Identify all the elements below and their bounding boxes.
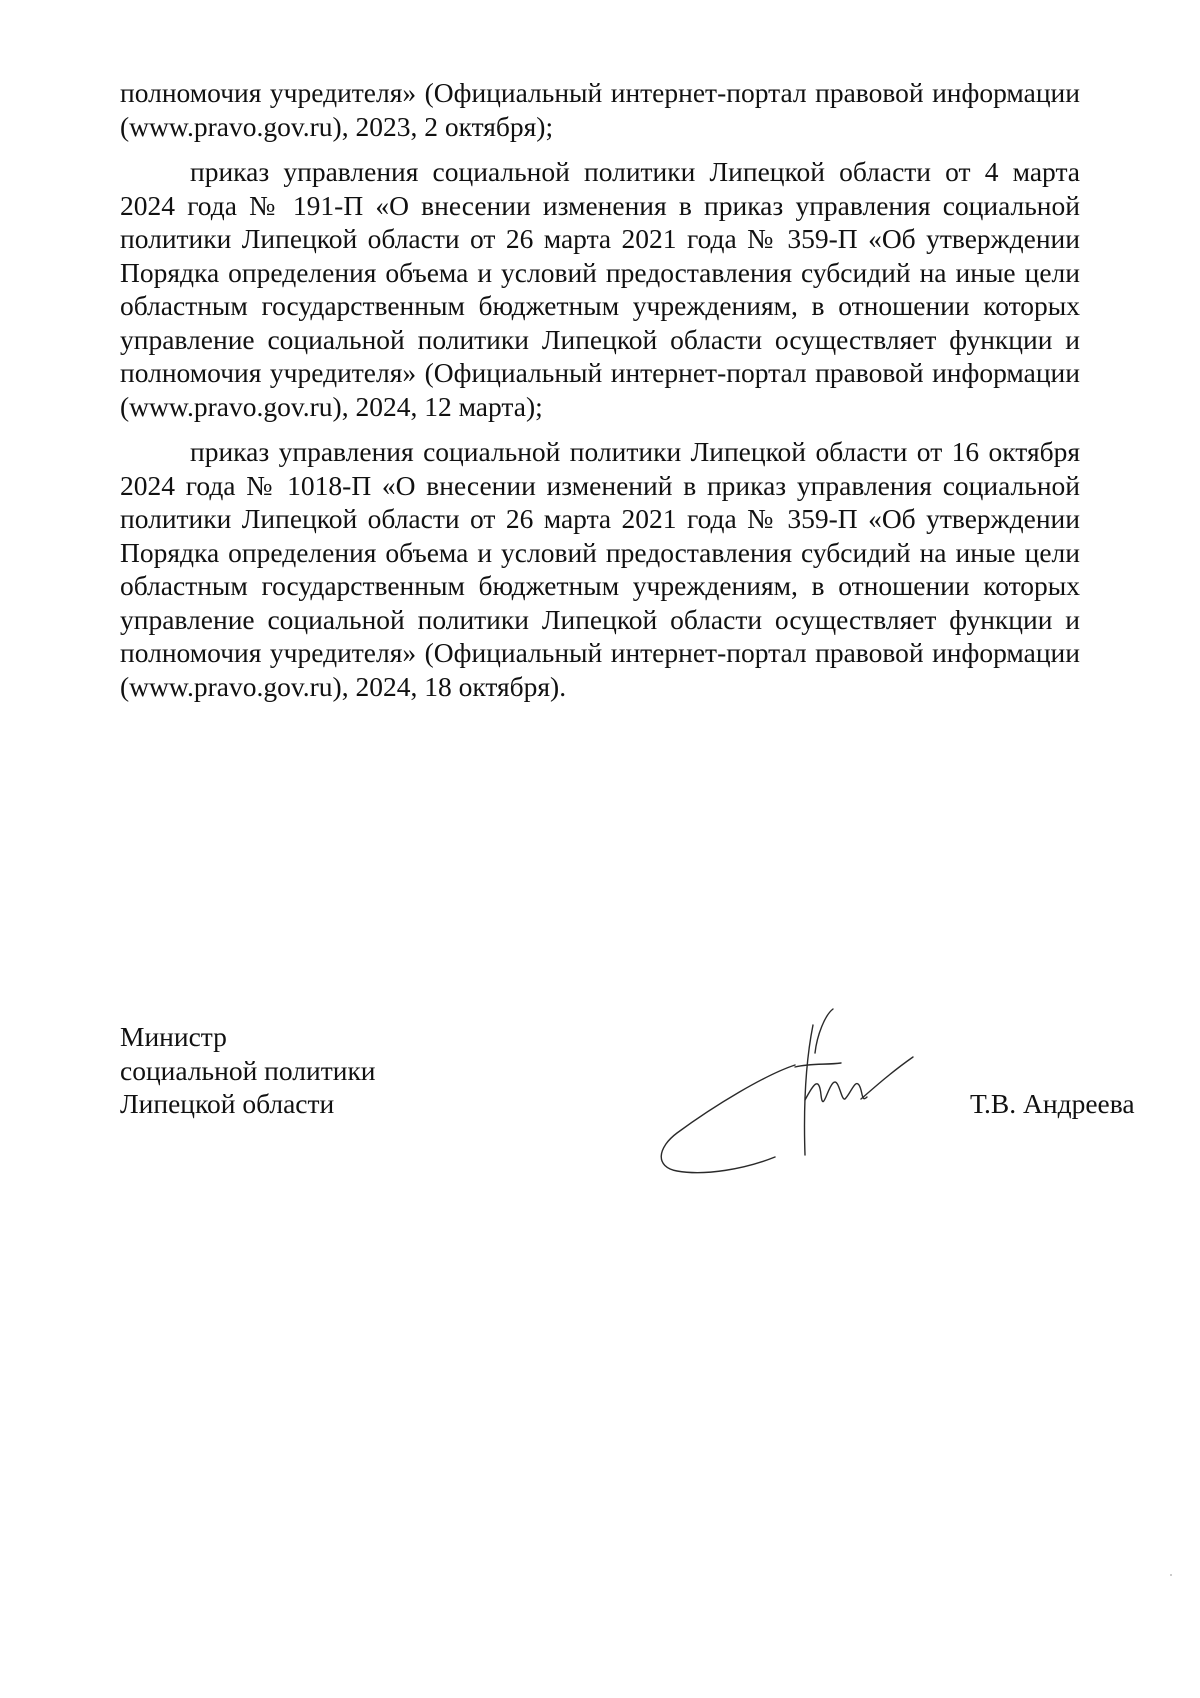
signatory-position (120, 1020, 376, 1121)
signer-name: Т.В. Андреева (970, 1088, 1135, 1119)
paragraph-continuation: полномочия учредителя» (Официальный интернет-портал правовой информации (www.pravo.gov.ru), 2023, 2 октября); (120, 77, 1080, 142)
signature-letter-strokes (805, 1082, 867, 1102)
signature-top-hook (815, 1009, 833, 1053)
signature-loop-stroke (661, 1065, 795, 1173)
signature-vertical-stroke (804, 1025, 813, 1155)
handwritten-signature-icon (655, 1005, 935, 1185)
paragraph-order-191: приказ управления социальной политики Липецкой области от 4 марта 2024 года № 191-П «О внесении изменения в приказ управления социальной политики Липецкой области от 26 марта 2021 года № 359-П «Об утверждении Порядка определения объема и условий предоставления субсидий на иные цели областным государственным бюджетным учреждениям, в отношении которых управление социальной политики Липецкой области осуществляет функции и полномочия учредителя» (Официальный интернет-портал правовой информации (www.pravo.gov.ru), 2024, 12 марта); (120, 156, 1080, 422)
position-line-region: Липецкой области (120, 1088, 335, 1119)
signature-tail-stroke (861, 1057, 913, 1099)
position-line-title: Министр (120, 1021, 227, 1052)
position-line-department: социальной политики (120, 1054, 376, 1086)
document-body (120, 76, 1080, 715)
signature-cross-stroke (795, 1063, 841, 1067)
paragraph-order-1018: приказ управления социальной политики Липецкой области от 16 октября 2024 года № 1018-П «О внесении изменений в приказ управления социальной политики Липецкой области от 26 марта 2021 года № 359-П «Об утверждении Порядка определения объема и условий предоставления субсидий на иные цели областным государственным бюджетным учреждениям, в отношении которых управление социальной политики Липецкой области осуществляет функции и полномочия учредителя» (Официальный интернет-портал правовой информации (www.pravo.gov.ru), 2024, 18 октября). (120, 436, 1080, 702)
scan-artifact (1170, 1574, 1172, 1576)
